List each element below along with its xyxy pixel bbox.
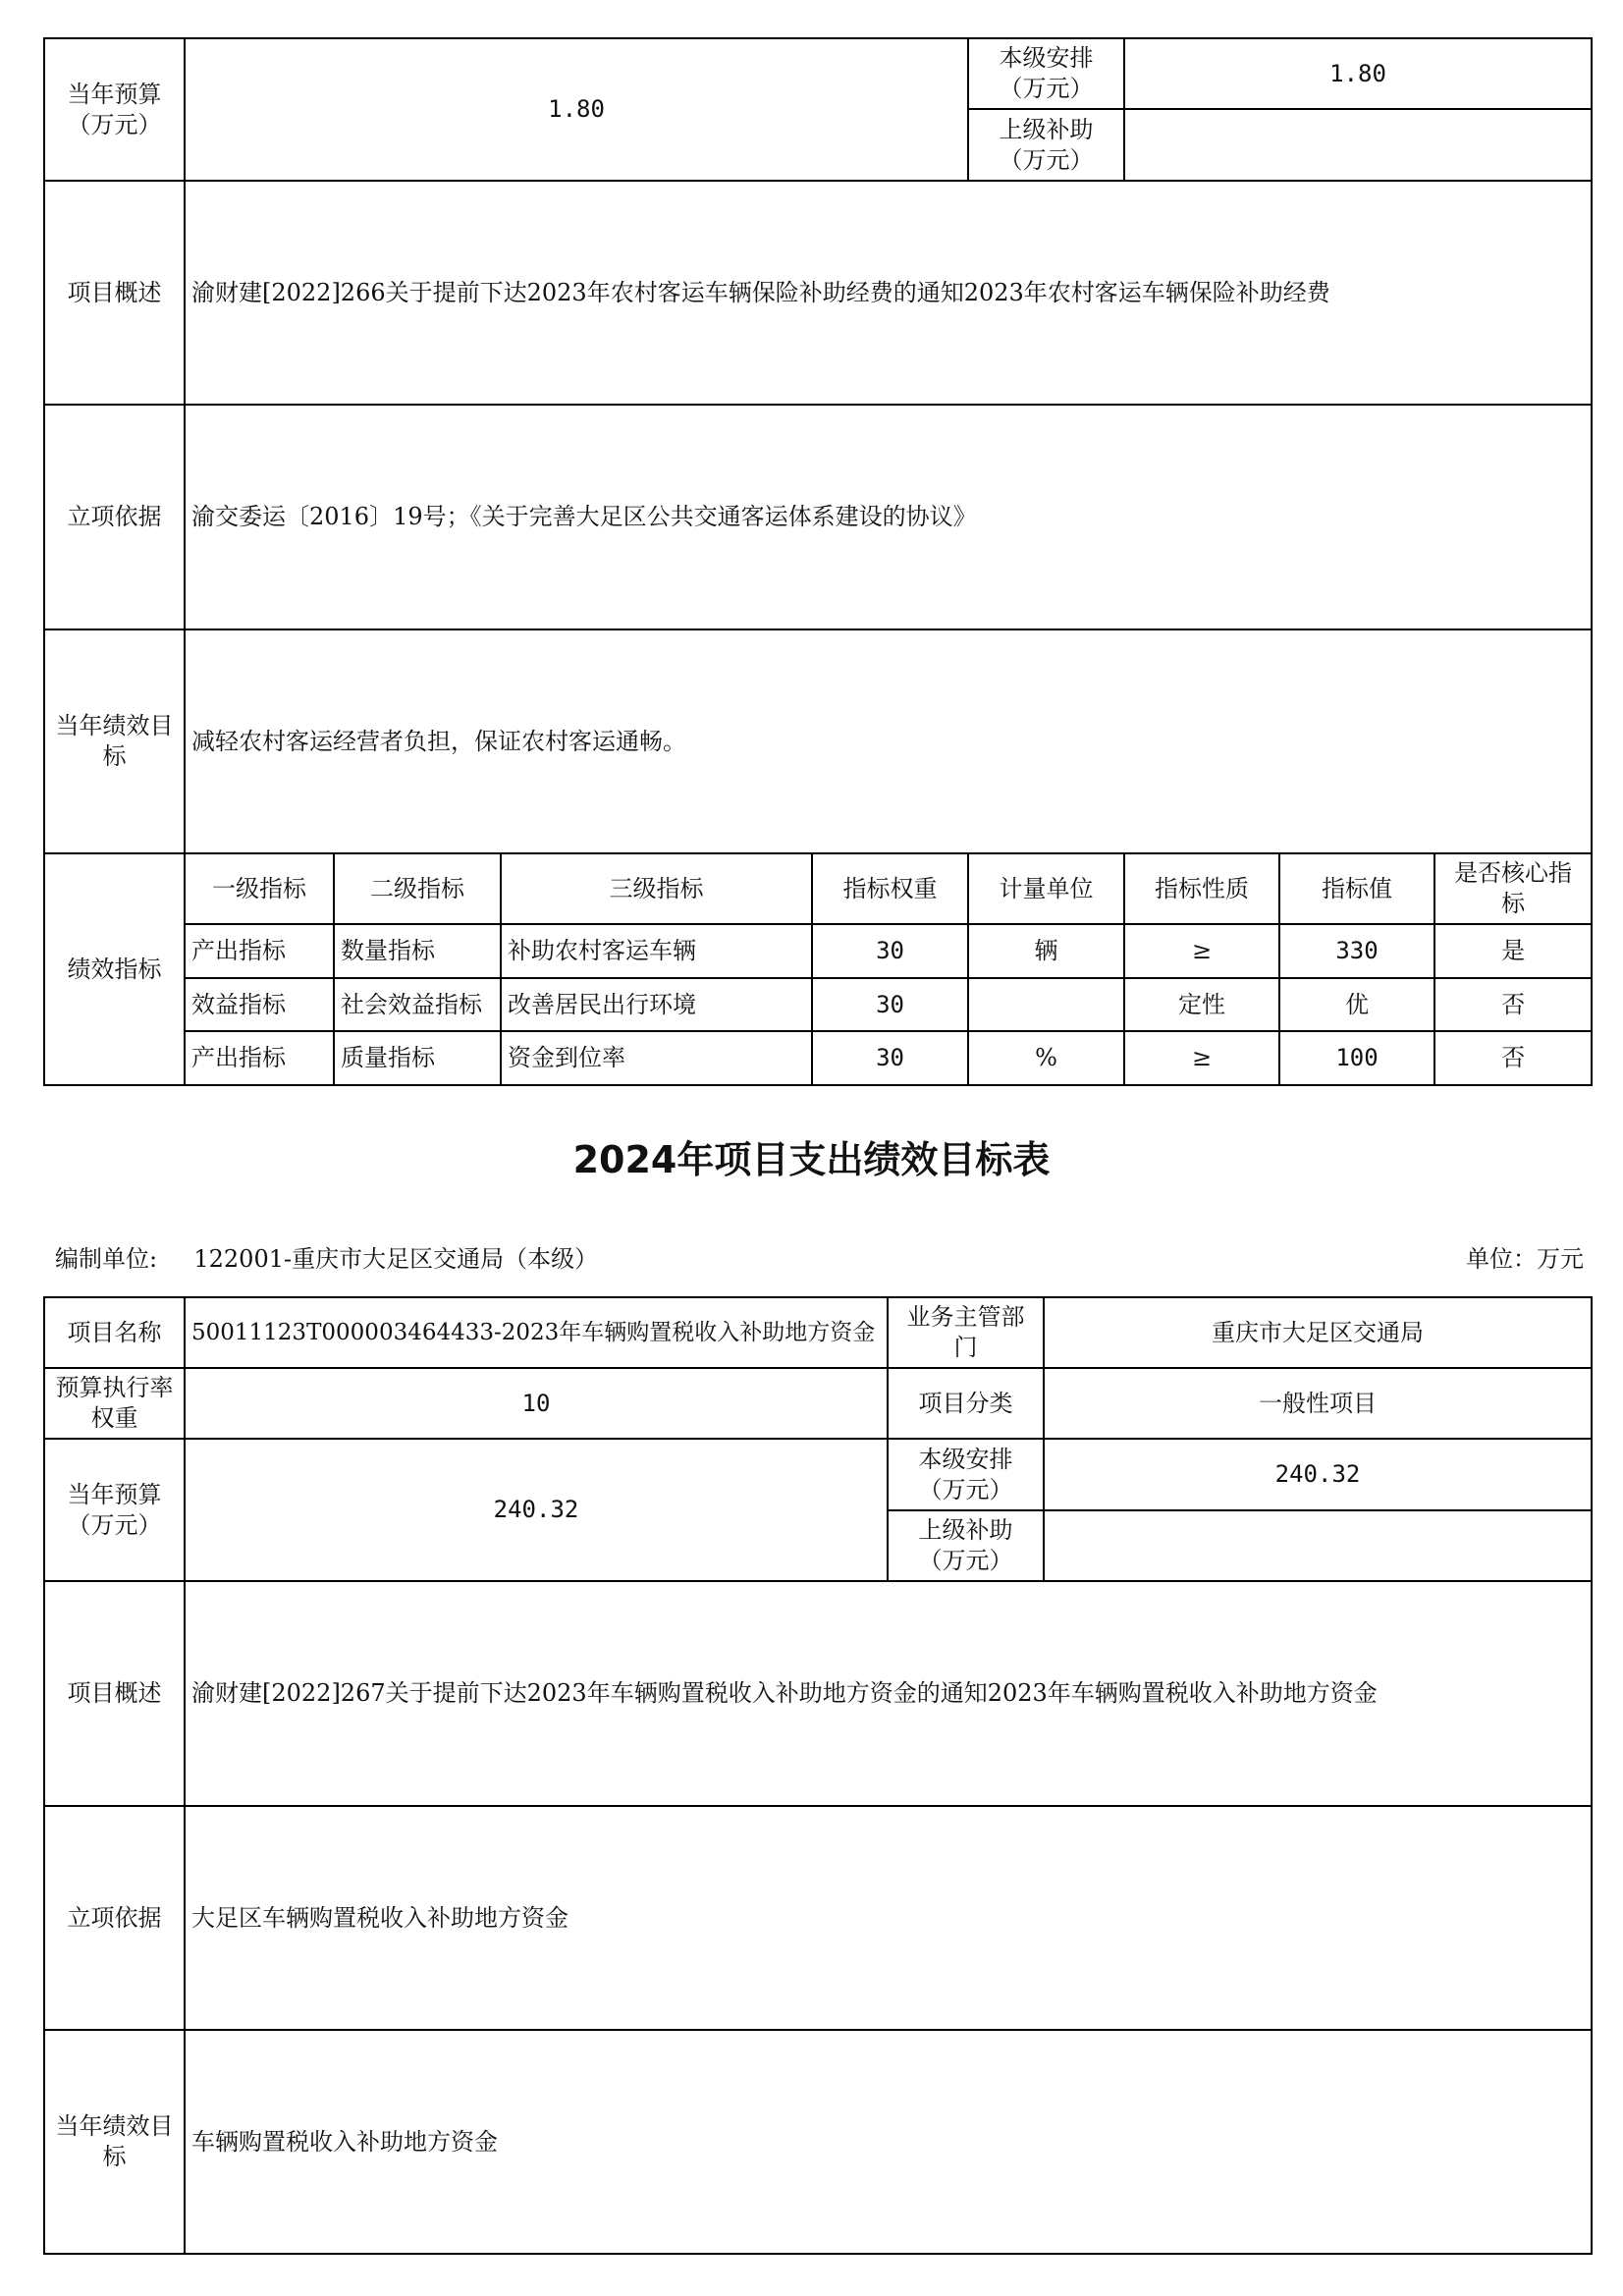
perf-cell: 否 [1434,1031,1592,1085]
perf-cell: 30 [812,1031,968,1085]
local-arrangement-label: 本级安排 （万元） [888,1439,1044,1510]
page-title: 2024年项目支出绩效目标表 [572,1138,1051,1181]
perf-header: 指标权重 [812,853,968,924]
local-arrangement-value: 1.80 [1124,38,1592,109]
overview-label: 项目概述 [44,181,185,405]
perf-cell: % [968,1031,1124,1085]
budget-value: 1.80 [185,38,968,181]
compiling-unit-label: 编制单位: [55,1245,158,1273]
perf-cell: ≥ [1124,924,1279,978]
goal-label: 当年绩效目 标 [44,2030,185,2254]
perf-cell: 社会效益指标 [334,978,501,1031]
perf-cell [968,978,1124,1031]
goal-value: 车辆购置税收入补助地方资金 [185,2030,1592,2254]
table-row [44,924,1592,978]
perf-cell: 补助农村客运车辆 [501,924,812,978]
perf-cell: 否 [1434,978,1592,1031]
perf-header: 指标性质 [1124,853,1279,924]
dept-label: 业务主管部 门 [888,1297,1044,1368]
perf-cell: 产出指标 [185,1031,334,1085]
currency-unit: 单位：万元 [1466,1245,1584,1273]
perf-header: 三级指标 [501,853,812,924]
perf-cell: 数量指标 [334,924,501,978]
perf-indicator-label: 绩效指标 [44,853,185,1085]
table-row [44,978,1592,1031]
basis-value: 大足区车辆购置税收入补助地方资金 [185,1806,1592,2030]
perf-cell: 定性 [1124,978,1279,1031]
compiling-unit [55,1239,598,1274]
local-arrangement-value: 240.32 [1044,1439,1592,1510]
upper-subsidy-label: 上级补助 （万元） [888,1510,1044,1581]
overview-label: 项目概述 [44,1581,185,1806]
budget-label: 当年预算 （万元） [44,1439,185,1581]
perf-header: 是否核心指 标 [1434,853,1592,924]
prev-project-table [43,37,1593,1086]
perf-header: 二级指标 [334,853,501,924]
perf-cell: 330 [1279,924,1434,978]
perf-cell: 30 [812,978,968,1031]
exec-weight-value: 10 [185,1368,888,1439]
perf-cell: 资金到位率 [501,1031,812,1085]
overview-value: 渝财建[2022]266关于提前下达2023年农村客运车辆保险补助经费的通知2023年农村客运车辆保险补助经费 [185,181,1592,405]
perf-cell: 改善居民出行环境 [501,978,812,1031]
compiling-unit-value: 122001-重庆市大足区交通局（本级） [193,1245,599,1273]
project-name-label: 项目名称 [44,1297,185,1368]
upper-subsidy-value [1044,1510,1592,1581]
budget-label: 当年预算 （万元） [44,38,185,181]
perf-cell: 100 [1279,1031,1434,1085]
overview-value: 渝财建[2022]267关于提前下达2023年车辆购置税收入补助地方资金的通知2023年车辆购置税收入补助地方资金 [185,1581,1592,1806]
perf-header: 计量单位 [968,853,1124,924]
perf-cell: 效益指标 [185,978,334,1031]
perf-cell: ≥ [1124,1031,1279,1085]
budget-value: 240.32 [185,1439,888,1581]
project-table [43,1296,1593,2255]
project-class-value: 一般性项目 [1044,1368,1592,1439]
perf-cell: 优 [1279,978,1434,1031]
goal-value: 减轻农村客运经营者负担，保证农村客运通畅。 [185,629,1592,853]
perf-header: 一级指标 [185,853,334,924]
upper-subsidy-value [1124,109,1592,181]
dept-value: 重庆市大足区交通局 [1044,1297,1592,1368]
basis-label: 立项依据 [44,405,185,629]
perf-cell: 30 [812,924,968,978]
goal-label: 当年绩效目 标 [44,629,185,853]
perf-cell: 辆 [968,924,1124,978]
exec-weight-label: 预算执行率 权重 [44,1368,185,1439]
basis-label: 立项依据 [44,1806,185,2030]
project-class-label: 项目分类 [888,1368,1044,1439]
table-row [44,1031,1592,1085]
perf-cell: 是 [1434,924,1592,978]
basis-value: 渝交委运〔2016〕19号；《关于完善大足区公共交通客运体系建设的协议》 [185,405,1592,629]
perf-header: 指标值 [1279,853,1434,924]
perf-cell: 质量指标 [334,1031,501,1085]
project-name-value: 50011123T000003464433-2023年车辆购置税收入补助地方资金 [185,1297,888,1368]
upper-subsidy-label: 上级补助 （万元） [968,109,1124,181]
perf-cell: 产出指标 [185,924,334,978]
local-arrangement-label: 本级安排 （万元） [968,38,1124,109]
